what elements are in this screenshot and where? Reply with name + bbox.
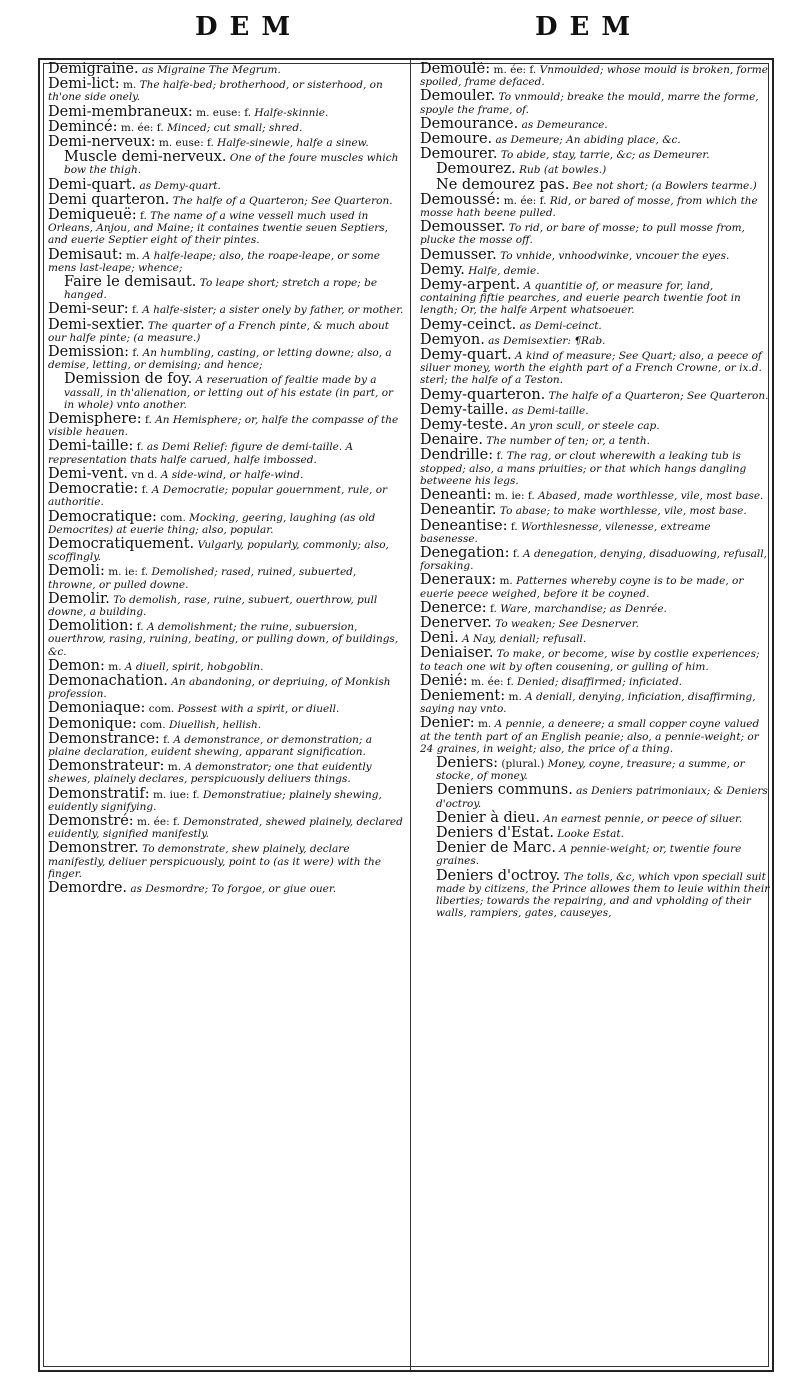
entry-headword: Demolir. (48, 590, 110, 607)
entry-definition: as Demeure; An abiding place, &c. (495, 134, 681, 147)
entry-definition: as Demy-quart. (139, 179, 221, 192)
entry-definition: Abased, made worthlesse, vile, most base. (538, 490, 764, 503)
entry-grammar: m. ie: f. (494, 490, 535, 503)
entry-definition: A deniall, denying, inficiation, disaffirming, saying nay vnto. (420, 690, 756, 716)
entry-headword: Demi-quart. (48, 176, 137, 193)
dictionary-entry (48, 77, 404, 103)
entry-grammar: m. (108, 660, 122, 673)
entry-definition: The halfe of a Quarteron; See Quarteron. (548, 389, 769, 402)
entry-definition: A reseruation of fealtie made by a vassall, in th'alienation, or letting out of his estate (in part, or in whole) vnto another. (64, 374, 394, 411)
entry-definition: A Nay, deniall; refusall. (462, 633, 587, 646)
entry-headword: Demourer. (420, 146, 498, 163)
dictionary-entry (420, 62, 770, 88)
dictionary-entry (48, 759, 404, 785)
dictionary-entry (420, 318, 770, 332)
dictionary-entry (48, 412, 404, 438)
entry-definition: A demonstrator; one that euidently shewes, plainely declares, perspicuously deliuers things. (48, 761, 372, 786)
entry-headword: Demoniaque: (48, 700, 146, 717)
entry-grammar: m. (122, 79, 137, 92)
entry-grammar: m. ée: f. (120, 121, 164, 134)
entry-definition: Mocking, geering, laughing (as old Democrites) at euerie thing; also, popular. (48, 511, 376, 536)
entry-headword: Deniers d'octroy. (436, 867, 561, 884)
entry-grammar: m. (508, 690, 522, 703)
entry-grammar: f. (512, 547, 520, 560)
dictionary-entry (48, 619, 404, 658)
entry-headword: Demi-lict: (48, 76, 120, 93)
entry-headword: Demy-ceinct. (420, 316, 517, 333)
dictionary-entry (48, 248, 404, 274)
entry-headword: Demi-nerveux: (48, 134, 156, 151)
dictionary-entry (420, 783, 770, 809)
entry-headword: Demyon. (420, 331, 485, 348)
dictionary-entry (48, 135, 404, 149)
dictionary-entry (48, 701, 404, 715)
entry-definition: An abandoning, or depriuing, of Monkish profession. (48, 675, 391, 701)
dictionary-entry (420, 220, 770, 246)
entry-headword: Demi-seur: (48, 301, 129, 318)
entry-headword: Denié: (420, 672, 468, 689)
dictionary-entry (420, 869, 770, 920)
entry-grammar: m. (499, 575, 513, 588)
entry-definition: A demolishment; the ruine, subuersion, ouerthrow, rasing, ruining, beating, or pulling down, of buildings, &c. (48, 621, 399, 658)
entry-definition: A pennie, a deneere; a small copper coyne valued at the tenth part of an English peanie; also, a pennie-weight; or 24 graines, in weight; also, the price of a thing. (420, 718, 760, 755)
entry-definition: Minced; cut small; shred. (167, 121, 303, 134)
entry-definition: as Migraine The Megrum. (141, 64, 281, 76)
entry-grammar: m. iue: f. (152, 788, 200, 801)
entry-grammar: m. ée: f. (493, 64, 537, 76)
entry-headword: Demonstrance: (48, 730, 160, 747)
entry-definition: The halfe-bed; brotherhood, or sisterhood, on th'one side onely. (48, 79, 383, 104)
dictionary-entry (48, 881, 404, 895)
dictionary-entry (48, 345, 404, 371)
entry-headword: Demy. (420, 261, 465, 278)
entry-definition: Demonstrated, shewed plainely, declared euidently, signified manifestly. (48, 815, 403, 841)
column-divider (410, 60, 411, 1370)
dictionary-entry (48, 105, 404, 119)
entry-headword: Demisphere: (48, 411, 142, 428)
dictionary-entry (420, 546, 770, 572)
right-column (420, 62, 770, 1362)
dictionary-entry (420, 841, 770, 867)
dictionary-entry (48, 537, 404, 563)
entry-definition: A side-wind, or halfe-wind. (160, 468, 304, 481)
entry-headword: Demoure. (420, 131, 493, 148)
entry-definition: as Demi-taille. (511, 404, 589, 417)
entry-headword: Demolition: (48, 618, 134, 635)
entry-headword: Demonstratif: (48, 785, 150, 802)
entry-headword: Demi quarteron. (48, 191, 170, 208)
entry-definition: as Demi-ceinct. (519, 319, 602, 332)
dictionary-entry (48, 318, 404, 344)
entry-definition: Vulgarly, popularly, commonly; also, scoffingly. (48, 538, 389, 564)
entry-definition: An yron scull, or steele cap. (511, 420, 660, 433)
entry-headword: Demy-quart. (420, 347, 512, 364)
dictionary-entry (420, 646, 770, 672)
running-head-right: DEM (535, 12, 643, 42)
entry-grammar: f. (136, 441, 144, 454)
dictionary-entry (420, 162, 770, 176)
dictionary-entry (48, 841, 404, 880)
entry-headword: Deni. (420, 630, 459, 647)
entry-definition: The quarter of a French pinte, & much about our halfe pinte; (a measure.) (48, 319, 389, 344)
dictionary-entry (48, 482, 404, 508)
dictionary-entry (420, 811, 770, 825)
page-header (40, 8, 770, 60)
dictionary-entry (48, 717, 404, 731)
entry-headword: Demourez. (436, 161, 516, 178)
entry-definition: as Demisextier: ¶Rab. (488, 334, 606, 347)
entry-grammar: f. (144, 414, 152, 427)
entry-grammar: vn d. (131, 468, 158, 481)
dictionary-entry (420, 278, 770, 317)
entry-definition: To make, or become, wise by costlie experiences; to teach one wit by often cousening, or gulling of him. (420, 648, 760, 673)
entry-headword: Demy-arpent. (420, 277, 521, 294)
dictionary-entry (48, 193, 404, 207)
entry-definition: Money, coyne, treasure; a summe, or stocke, of money. (436, 757, 745, 783)
dictionary-entry (420, 388, 770, 402)
dictionary-entry (420, 674, 770, 688)
entry-headword: Demon: (48, 657, 105, 674)
entry-grammar: m. ie: f. (108, 566, 149, 579)
entry-grammar: m. (167, 761, 182, 774)
entry-headword: Demourance. (420, 115, 519, 132)
entry-definition: To vnhide, vnhoodwinke, vncouer the eyes. (500, 249, 730, 262)
entry-headword: Demy-taille. (420, 401, 509, 418)
entry-headword: Demi-sextier. (48, 316, 145, 333)
entry-definition: One of the foure muscles which bow the thigh. (64, 152, 399, 177)
entry-headword: Demi-vent. (48, 465, 129, 482)
dictionary-entry (420, 418, 770, 432)
left-column (48, 62, 404, 1362)
dictionary-entry (420, 689, 770, 715)
entry-grammar: f. (141, 484, 149, 497)
entry-grammar: m. ée: f. (137, 815, 180, 828)
entry-grammar: m. euse: f. (196, 106, 252, 119)
dictionary-entry (48, 674, 404, 700)
entry-headword: Demoussé: (420, 191, 501, 208)
entry-definition: The tolls, &c, which vpon speciall suit made by citizens, the Prince allowes them to leuie within their liberties; towards the repairing, and and vpholding of their walls, rampiers, gates, causeyes, (436, 870, 770, 920)
entry-grammar: m. ée: f. (471, 675, 514, 688)
dictionary-entry (420, 248, 770, 262)
dictionary-entry (420, 89, 770, 115)
dictionary-entry (48, 732, 404, 758)
entry-grammar: com. (148, 703, 175, 716)
entry-headword: Demonstré: (48, 812, 134, 829)
entry-definition: Vnmoulded; whose mould is broken, forme spoiled, frame defaced. (420, 64, 768, 89)
entry-headword: Denerce: (420, 599, 487, 616)
entry-headword: Denier: (420, 715, 475, 732)
entry-headword: Demonstrer. (48, 840, 139, 857)
entry-definition: as Desmordre; To forgoe, or giue ouer. (130, 882, 337, 895)
dictionary-entry (420, 826, 770, 840)
entry-headword: Deneantir. (420, 502, 497, 519)
entry-definition: The number of ten; or, a tenth. (486, 435, 650, 448)
entry-headword: Demoli: (48, 563, 105, 580)
entry-definition: Worthlesnesse, vilenesse, extreame basenesse. (420, 520, 711, 545)
entry-headword: Deneanti: (420, 487, 492, 504)
entry-grammar: f. (163, 733, 170, 746)
dictionary-entry (420, 178, 770, 192)
dictionary-entry (420, 503, 770, 517)
dictionary-entry (420, 193, 770, 219)
entry-headword: Demincé: (48, 118, 118, 135)
dictionary-entry (48, 62, 404, 76)
dictionary-entry (48, 178, 404, 192)
entry-definition: An earnest pennie, or peece of siluer. (543, 812, 743, 825)
entry-headword: Denegation: (420, 544, 510, 561)
entry-grammar: com. (140, 718, 166, 731)
dictionary-entry (48, 564, 404, 590)
entry-headword: Democratique: (48, 508, 157, 525)
entry-grammar: com. (160, 511, 186, 524)
entry-headword: Demonachation. (48, 672, 168, 689)
entry-headword: Faire le demisaut. (64, 274, 197, 291)
entry-definition: A halfe-sister; a sister onely by father, or mother. (142, 304, 404, 317)
entry-grammar: f. (510, 520, 518, 533)
entry-definition: A demonstrance, or demonstration; a plaine declaration, euident shewing, apparant signification. (48, 733, 372, 758)
entry-definition: To abide, stay, tarrie, &c; as Demeurer. (500, 149, 710, 162)
entry-grammar: f. (139, 210, 147, 223)
dictionary-entry (48, 275, 404, 301)
entry-headword: Dendrille: (420, 447, 494, 464)
entry-definition: To demonstrate, shew plainely, declare manifestly, deliuer perspicuously, point to (as it were) with the finger. (48, 843, 382, 880)
entry-headword: Demonique: (48, 715, 137, 732)
entry-definition: Possest with a spirit, or diuell. (177, 703, 340, 716)
entry-definition: To leape short; stretch a rope; be hanged. (64, 277, 378, 302)
entry-grammar: f. (132, 304, 139, 317)
entry-definition: as Demi Relief: figure de demi-taille. A representation thats halfe carued, halfe imbossed. (48, 441, 354, 466)
entry-headword: Demouler. (420, 88, 496, 105)
dictionary-entry (48, 372, 404, 411)
entry-headword: Demisaut: (48, 246, 123, 263)
dictionary-entry (420, 631, 770, 645)
entry-definition: Demolished; rased, ruined, subuerted, throwne, or pulled downe. (48, 566, 357, 591)
entry-headword: Demiqueuë: (48, 207, 137, 224)
dictionary-entry (420, 348, 770, 387)
entry-definition: A diuell, spirit, hobgoblin. (124, 660, 264, 673)
entry-definition: An humbling, casting, or letting downe; also, a demise, letting, or demising; and hence; (48, 347, 392, 372)
entry-definition: Bee not short; (a Bowlers tearme.) (572, 179, 757, 192)
entry-definition: Diuellish, hellish. (168, 718, 262, 731)
entry-definition: The name of a wine vessell much used in Orleans, Anjou, and Maine; it containes twentie seuen Septiers, and euerie Septier eight of their pintes. (48, 210, 389, 247)
dictionary-entry (420, 448, 770, 487)
dictionary-entry (420, 573, 770, 599)
entry-headword: Demi-membraneux: (48, 103, 193, 120)
entry-definition: Denied; disaffirmed; inficiated. (517, 675, 683, 688)
dictionary-entry (420, 117, 770, 131)
entry-headword: Deneantise: (420, 517, 508, 534)
entry-headword: Demission de foy. (64, 371, 193, 388)
entry-definition: Rub (at bowles.) (519, 164, 607, 177)
dictionary-entry (420, 601, 770, 615)
entry-headword: Denier de Marc. (436, 840, 556, 857)
entry-definition: A pennie-weight; or, twentie foure graines. (436, 843, 742, 868)
entry-headword: Denaire. (420, 432, 483, 449)
entry-headword: Demonstrateur: (48, 758, 165, 775)
entry-headword: Muscle demi-nerveux. (64, 149, 227, 166)
running-head-left: DEM (195, 12, 303, 42)
entry-definition: A Democratie; popular gouernment, rule, or authoritie. (48, 484, 388, 509)
entry-headword: Deniers communs. (436, 782, 573, 799)
entry-definition: as Demeurance. (521, 118, 608, 131)
entry-definition: To demolish, rase, ruine, subuert, ouerthrow, pull downe, a building. (48, 593, 378, 618)
entry-grammar: (plural.) (501, 757, 545, 770)
entry-headword: Deniaiser. (420, 645, 494, 662)
dictionary-entry (48, 208, 404, 247)
entry-grammar: m. (477, 718, 492, 731)
entry-grammar: f. (132, 347, 140, 360)
dictionary-entry (48, 592, 404, 618)
entry-definition: Rid, or bared of mosse, from which the mosse hath beene pulled. (420, 194, 758, 220)
dictionary-entry (420, 519, 770, 545)
entry-headword: Demy-teste. (420, 417, 508, 434)
entry-headword: Demy-quarteron. (420, 386, 546, 403)
dictionary-entry (48, 510, 404, 536)
dictionary-entry (48, 814, 404, 840)
dictionary-entry (48, 467, 404, 481)
entry-grammar: f. (496, 450, 504, 463)
entry-definition: An Hemisphere; or, halfe the compasse of the visible heauen. (48, 414, 399, 439)
dictionary-entry (420, 403, 770, 417)
entry-definition: Looke Estat. (557, 827, 624, 840)
entry-definition: To abase; to make worthlesse, vile, most base. (499, 505, 747, 518)
entry-headword: Demi-taille: (48, 438, 134, 455)
entry-headword: Demordre. (48, 879, 128, 896)
entry-headword: Denerver. (420, 614, 492, 631)
dictionary-entry (420, 132, 770, 146)
entry-headword: Demousser. (420, 219, 506, 236)
entry-definition: Demonstratiue; plainely shewing, euidently signifying. (48, 788, 382, 813)
entry-definition: A quantitie of, or measure for, land, containing fiftie pearches, and euerie pearch twentie foot in length; Or, the halfe Arpent whatsoeuer. (420, 280, 741, 317)
entry-headword: Deniers d'Estat. (436, 824, 554, 841)
entry-definition: A denegation, denying, disaduowing, refusall, forsaking. (420, 547, 767, 573)
entry-headword: Democratie: (48, 481, 139, 498)
entry-definition: Halfe, demie. (468, 264, 540, 277)
entry-headword: Deniement: (420, 687, 506, 704)
entry-headword: Demission: (48, 344, 130, 361)
dictionary-entry (420, 488, 770, 502)
dictionary-entry (48, 787, 404, 813)
dictionary-entry (420, 333, 770, 347)
dictionary-entry (48, 439, 404, 465)
entry-definition: To weaken; See Desnerver. (495, 617, 639, 630)
entry-grammar: m. ée: f. (503, 194, 547, 207)
entry-definition: Ware, marchandise; as Denrée. (500, 602, 667, 615)
dictionary-entry (48, 120, 404, 134)
entry-grammar: f. (490, 602, 497, 615)
entry-definition: A halfe-leape; also, the roape-leape, or some mens last-leape; whence; (48, 249, 380, 274)
dictionary-entry (420, 616, 770, 630)
entry-headword: Demoulé: (420, 62, 491, 77)
entry-grammar: m. euse: f. (158, 137, 214, 150)
dictionary-entry (420, 433, 770, 447)
entry-grammar: m. (126, 249, 140, 262)
entry-headword: Demigraine. (48, 62, 139, 77)
entry-definition: To vnmould; breake the mould, marre the forme, spoyle the frame, of. (420, 91, 759, 116)
entry-headword: Democratiquement. (48, 535, 195, 552)
entry-headword: Demusser. (420, 246, 497, 263)
entry-definition: as Deniers patrimoniaux; & Deniers d'octroy. (436, 785, 768, 810)
entry-definition: Patternes whereby coyne is to be made, or euerie peece weighed, before it be coyned. (420, 575, 744, 600)
entry-definition: A kind of measure; See Quart; also, a peece of siluer money, worth the eighth part of a French Crowne, or ix.d. sterl; the halfe of a Teston. (420, 350, 762, 387)
dictionary-entry (420, 147, 770, 161)
entry-headword: Deniers: (436, 754, 499, 771)
dictionary-entry (420, 716, 770, 755)
entry-headword: Deneraux: (420, 572, 497, 589)
dictionary-entry (48, 302, 404, 316)
dictionary-entry (48, 659, 404, 673)
entry-definition: Halfe-sinewie, halfe a sinew. (217, 137, 369, 150)
entry-definition: Halfe-skinnie. (254, 106, 329, 119)
entry-definition: The rag, or clout wherewith a leaking tub is stopped; also, a mans priuities; or that which hangs dangling betweene his legs. (420, 450, 747, 487)
entry-grammar: f. (136, 621, 144, 634)
entry-headword: Denier à dieu. (436, 809, 541, 826)
dictionary-entry (48, 150, 404, 176)
dictionary-entry (420, 263, 770, 277)
dictionary-entry (420, 756, 770, 782)
entry-definition: The halfe of a Quarteron; See Quarteron. (172, 194, 393, 207)
entry-definition: To rid, or bare of mosse; to pull mosse from, plucke the mosse off. (420, 222, 745, 247)
entry-headword: Ne demourez pas. (436, 176, 570, 193)
